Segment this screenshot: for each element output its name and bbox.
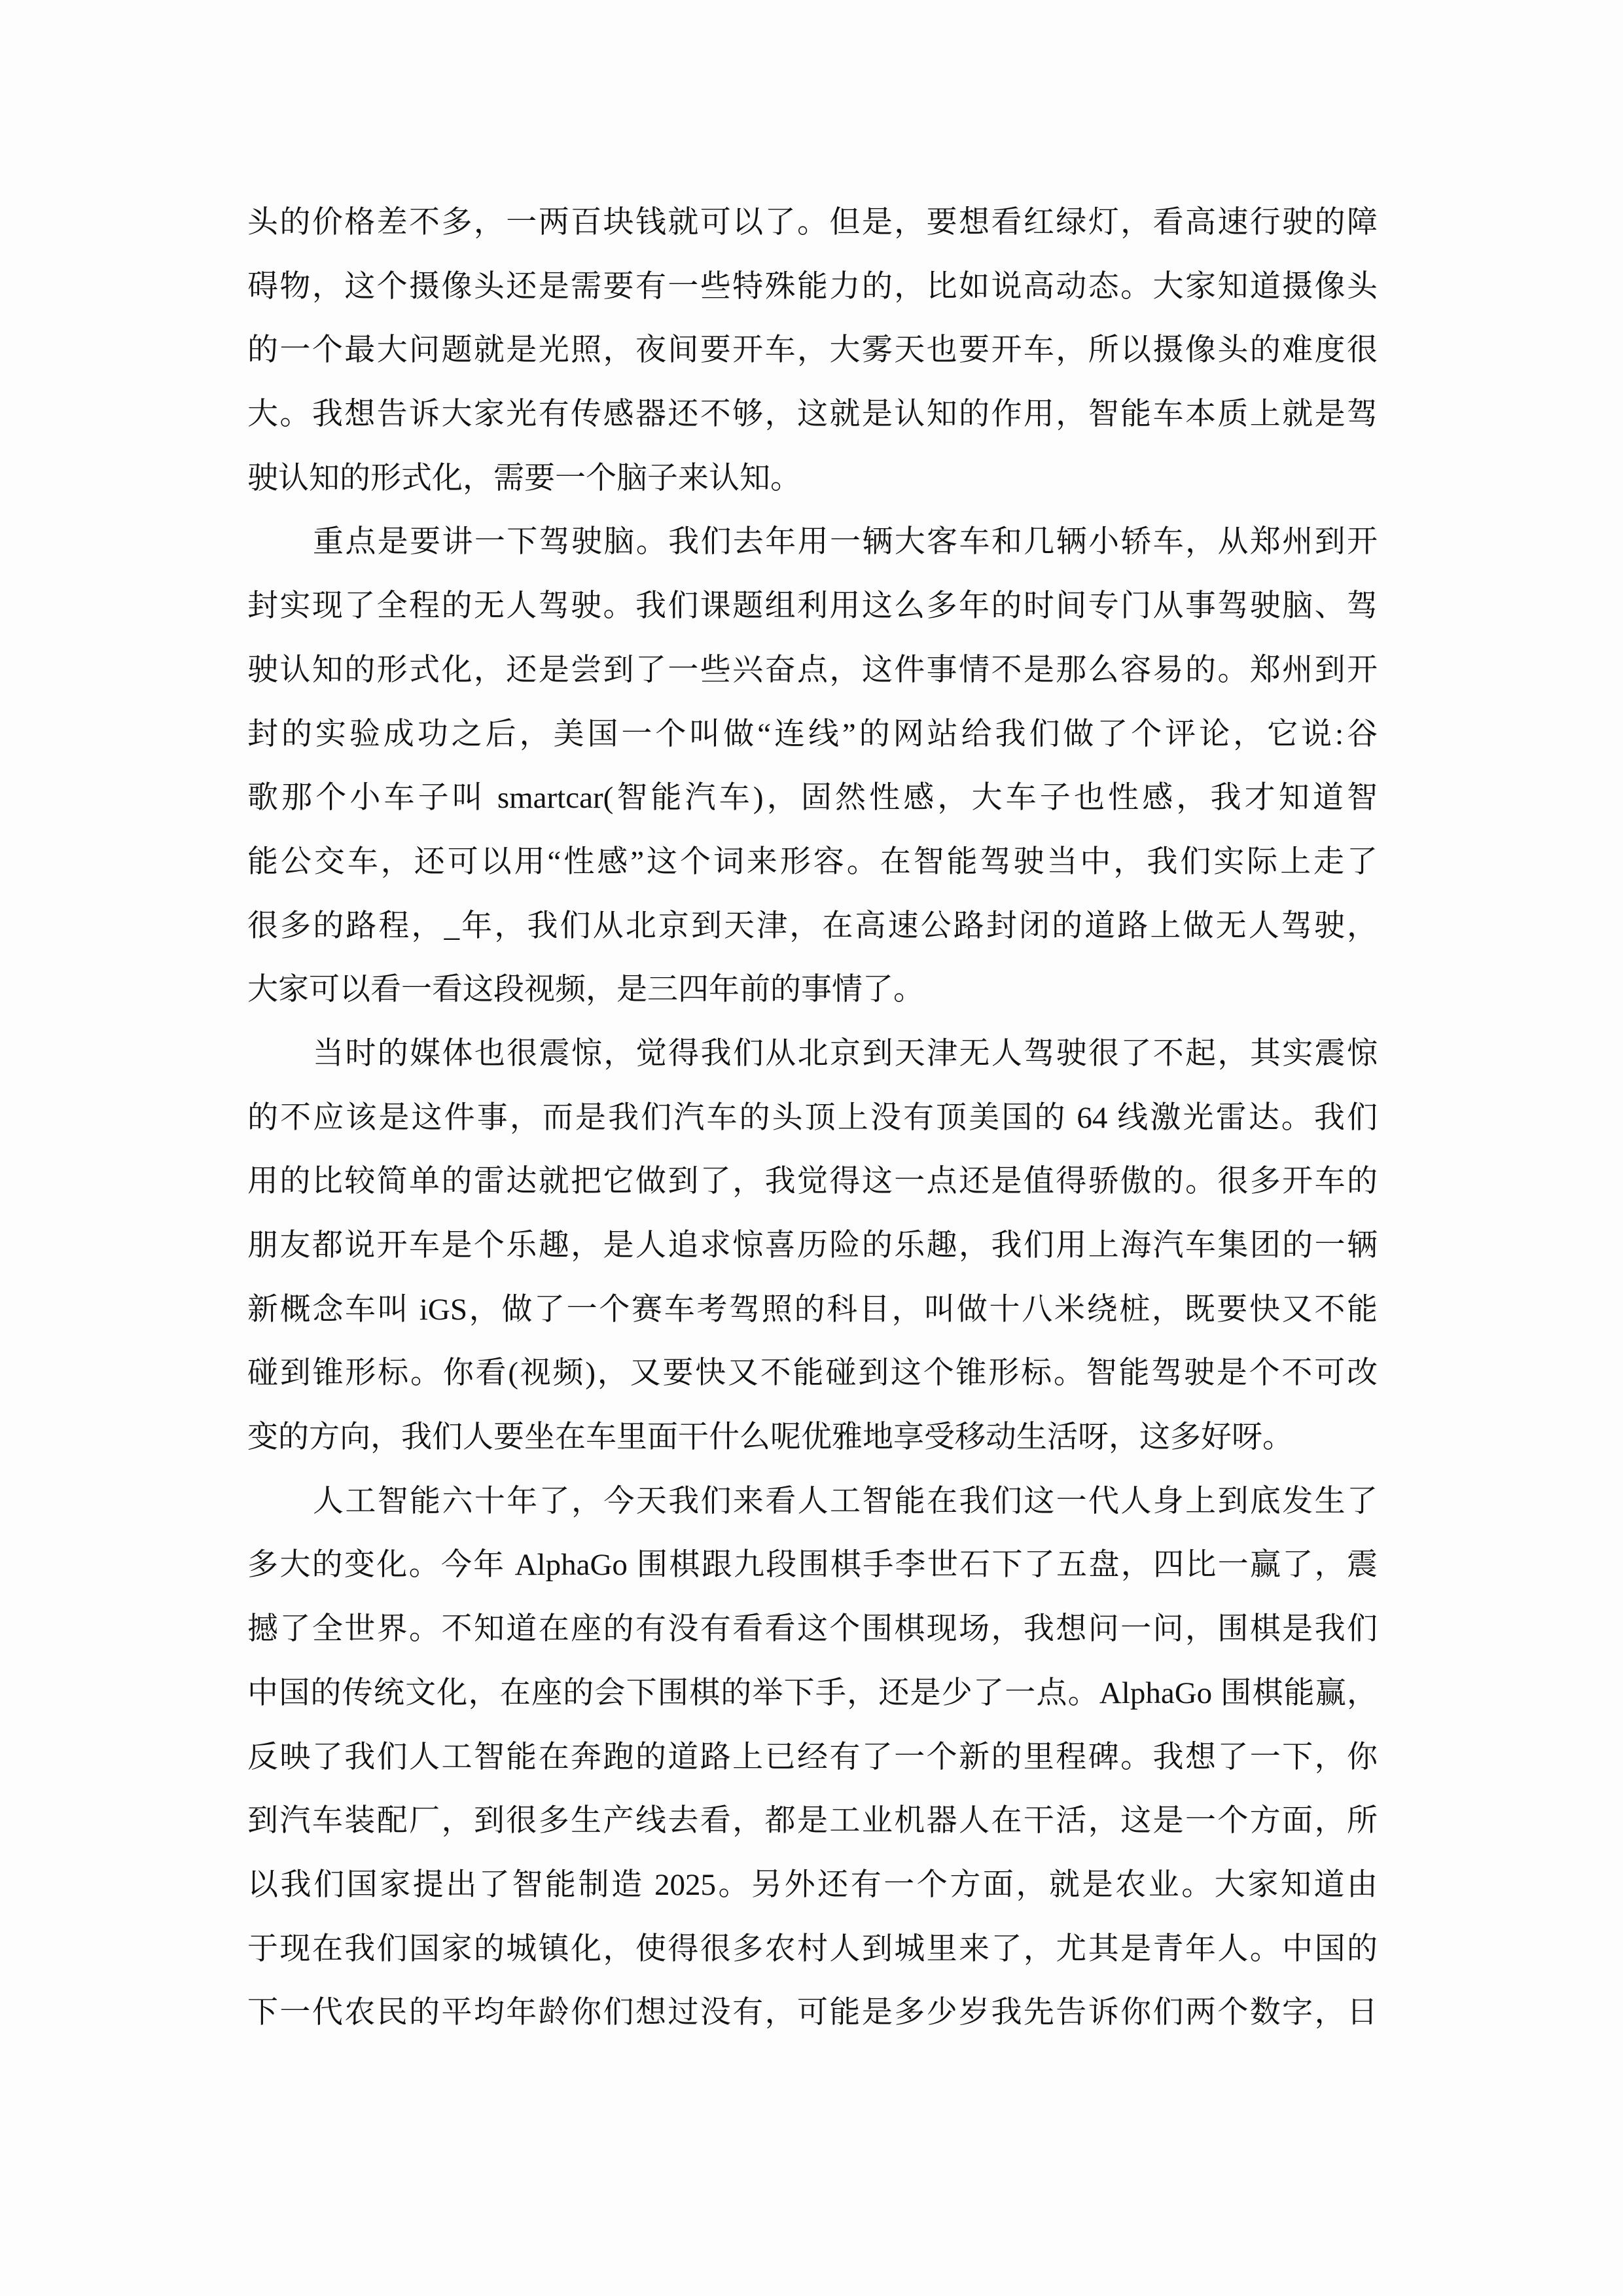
text-line: 驶认知的形式化，需要一个脑子来认知。 [247,461,801,495]
text-line: 朋友都说开车是个乐趣，是人追求惊喜历险的乐趣，我们用上海汽车集团的一辆 [247,1229,1378,1263]
text-line: 的一个最大问题就是光照，夜间要开车，大雾天也要开车，所以摄像头的难度很 [247,333,1378,368]
text-line: 歌那个小车子叫 smartcar(智能汽车)，固然性感，大车子也性感，我才知道智 [247,781,1378,816]
text-line: 中国的传统文化，在座的会下围棋的举下手，还是少了一点。AlphaGo 围棋能赢， [247,1676,1378,1710]
text-line: 撼了全世界。不知道在座的有没有看看这个围棋现场，我想问一问，围棋是我们 [247,1612,1378,1647]
text-line: 重点是要讲一下驾驶脑。我们去年用一辆大客车和几辆小轿车，从郑州到开 [313,525,1378,560]
text-line: 封实现了全程的无人驾驶。我们课题组利用这么多年的时间专门从事驾驶脑、驾 [247,589,1378,624]
text-line: 下一代农民的平均年龄你们想过没有，可能是多少岁我先告诉你们两个数字，日 [247,1996,1378,2030]
text-line: 于现在我们国家的城镇化，使得很多农村人到城里来了，尤其是青年人。中国的 [247,1931,1378,1966]
text-line: 反映了我们人工智能在奔跑的道路上已经有了一个新的里程碑。我想了一下，你 [247,1740,1378,1774]
text-line: 碰到锥形标。你看(视频)，又要快又不能碰到这个锥形标。智能驾驶是个不可改 [247,1356,1378,1391]
text-line: 当时的媒体也很震惊，觉得我们从北京到天津无人驾驶很了不起，其实震惊 [313,1036,1378,1071]
paragraph [247,1470,1378,2045]
text-line: 头的价格差不多，一两百块钱就可以了。但是，要想看红绿灯，看高速行驶的障 [247,206,1378,240]
text-line: 能公交车，还可以用“性感”这个词来形容。在智能驾驶当中，我们实际上走了 [247,844,1378,879]
text-line: 到汽车装配厂，到很多生产线去看，都是工业机器人在干活，这是一个方面，所 [247,1804,1378,1839]
paragraph [247,511,1378,1022]
paragraph [247,191,1378,511]
text-block [247,191,1378,2045]
text-line: 封的实验成功之后，美国一个叫做“连线”的网站给我们做了个评论，它说:谷 [247,717,1378,751]
text-line: 变的方向，我们人要坐在车里面干什么呢优雅地享受移动生活呀，这多好呀。 [247,1420,1293,1455]
text-line: 人工智能六十年了，今天我们来看人工智能在我们这一代人身上到底发生了 [313,1484,1378,1518]
text-line: 用的比较简单的雷达就把它做到了，我觉得这一点还是值得骄傲的。很多开车的 [247,1164,1378,1199]
text-line: 以我们国家提出了智能制造 2025。另外还有一个方面，就是农业。大家知道由 [247,1867,1378,1902]
text-line: 多大的变化。今年 AlphaGo 围棋跟九段围棋手李世石下了五盘，四比一赢了，震 [247,1548,1378,1583]
text-line: 的不应该是这件事，而是我们汽车的头顶上没有顶美国的 64 线激光雷达。我们 [247,1100,1378,1135]
text-line: 大家可以看一看这段视频，是三四年前的事情了。 [247,973,924,1007]
text-line: 很多的路程，_年，我们从北京到天津，在高速公路封闭的道路上做无人驾驶， [247,908,1378,943]
text-line: 驶认知的形式化，还是尝到了一些兴奋点，这件事情不是那么容易的。郑州到开 [247,653,1378,687]
text-line: 新概念车叫 iGS，做了一个赛车考驾照的科目，叫做十八米绕桩，既要快又不能 [247,1292,1378,1327]
text-line: 大。我想告诉大家光有传感器还不够，这就是认知的作用，智能车本质上就是驾 [247,397,1378,432]
paragraph [247,1022,1378,1470]
text-line: 碍物，这个摄像头还是需要有一些特殊能力的，比如说高动态。大家知道摄像头 [247,269,1378,304]
